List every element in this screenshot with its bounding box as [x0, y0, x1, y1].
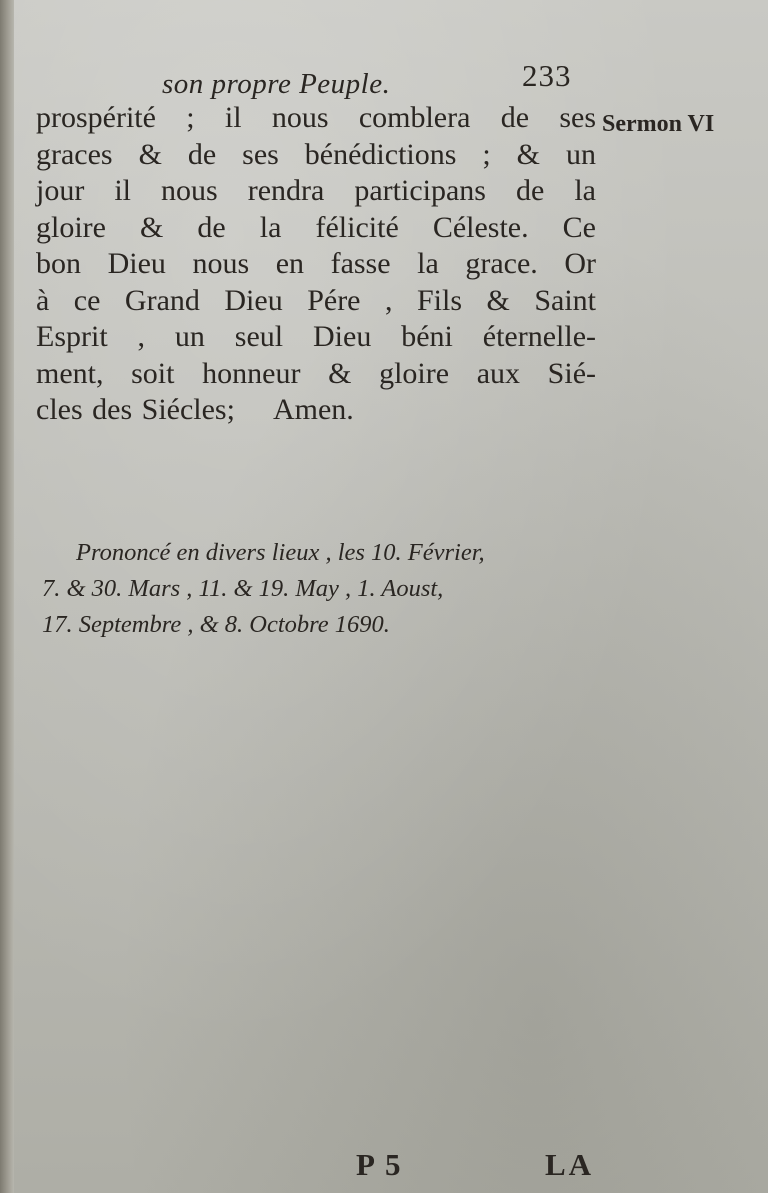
- sermon-side-title: Sermon VI: [602, 111, 715, 137]
- note-line: 17. Septembre , & 8. Octobre 1690.: [42, 611, 390, 638]
- amen-text: Amen.: [272, 393, 354, 426]
- book-gutter: [0, 0, 14, 1193]
- note-line: 7. & 30. Mars , 11. & 19. May , 1. Aoust,: [42, 575, 444, 602]
- signature-mark: P 5: [356, 1147, 403, 1182]
- running-head: son propre Peuple.: [162, 68, 391, 100]
- note-line: Prononcé en divers lieux , les 10. Février,: [76, 539, 485, 566]
- body-last-line-text: cles des Siécles;: [36, 393, 235, 426]
- page-number: 233: [522, 58, 572, 93]
- body-line: prospérité ; il nous comblera de ses: [36, 101, 596, 134]
- sermon-body-text: [36, 100, 596, 429]
- catchword: LA: [545, 1147, 595, 1182]
- body-last-line: [36, 392, 596, 429]
- body-line: bon Dieu nous en fasse la grace. Or: [36, 247, 596, 280]
- body-line: ment, soit honneur & gloire aux Sié-: [36, 356, 596, 390]
- body-line: jour il nous rendra participans de la: [36, 174, 596, 207]
- delivery-note: [42, 535, 598, 643]
- body-line: gloire & de la félicité Céleste. Ce: [36, 210, 596, 244]
- body-line: graces & de ses bénédictions ; & un: [36, 137, 596, 171]
- body-line: Esprit , un seul Dieu béni éternelle-: [36, 320, 596, 353]
- body-line: à ce Grand Dieu Pére , Fils & Saint: [36, 283, 596, 317]
